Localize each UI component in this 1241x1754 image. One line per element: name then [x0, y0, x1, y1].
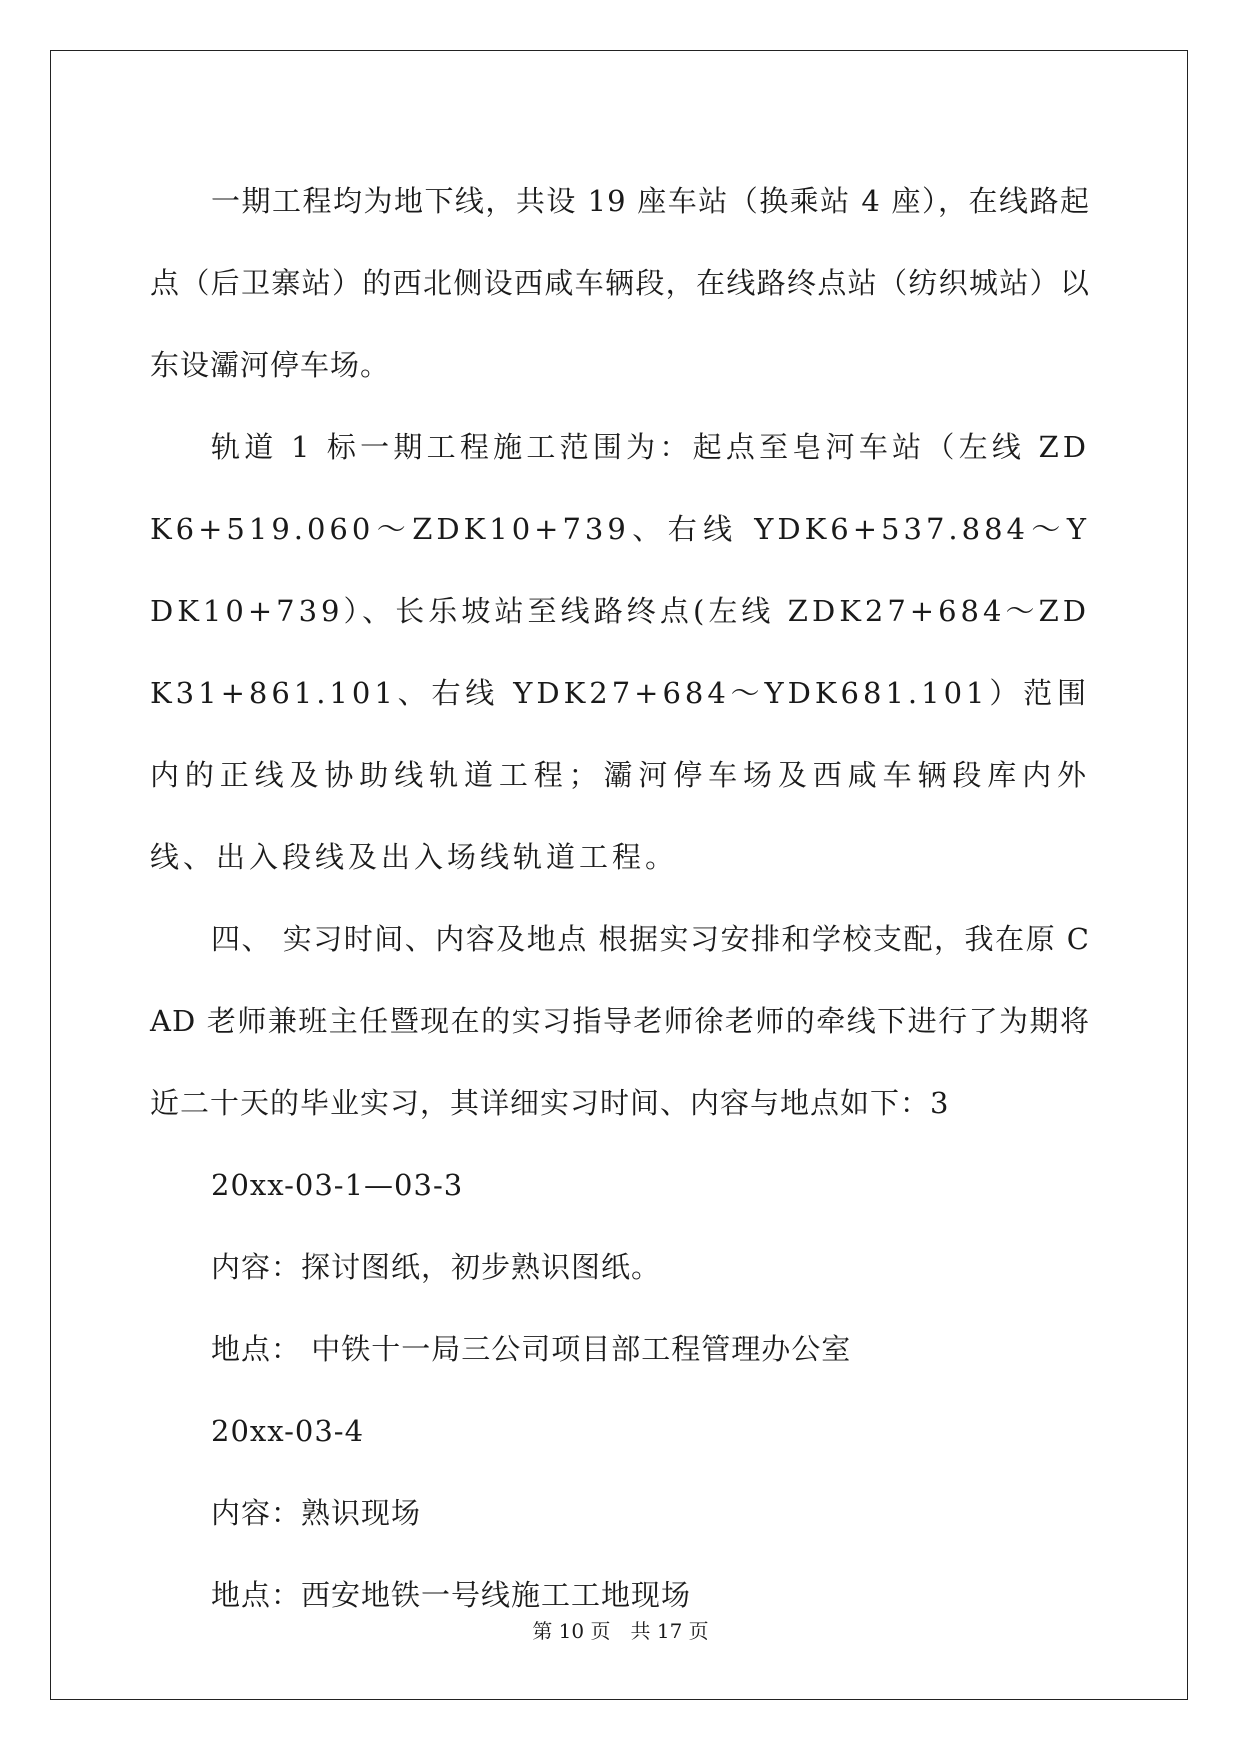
document-body	[150, 160, 1090, 1636]
schedule-location-1: 地点： 中铁十一局三公司项目部工程管理办公室	[211, 1332, 852, 1366]
schedule-date-2: 20xx-03-4	[211, 1414, 365, 1448]
page-number-footer: 第 10 页 共 17 页	[532, 1619, 709, 1643]
paragraph-internship-section: 四、 实习时间、内容及地点 根据实习安排和学校支配，我在原 CAD 老师兼班主任暨现在的实习指导老师徐老师的牵线下进行了为期将近二十天的毕业实习，其详细实习时间、内容与地点如下：3	[150, 922, 1090, 1120]
paragraph-line-overview: 一期工程均为地下线，共设 19 座车站（换乘站 4 座），在线路起点（后卫寨站）的西北侧设西咸车辆段，在线路终点站（纺织城站）以东设灞河停车场。	[150, 184, 1090, 382]
schedule-content-1: 内容：探讨图纸，初步熟识图纸。	[211, 1250, 662, 1284]
schedule-location-2: 地点：西安地铁一号线施工工地现场	[211, 1578, 692, 1612]
paragraph-construction-scope: 轨道 1 标一期工程施工范围为：起点至皂河车站（左线 ZDK6+519.060～ZDK10+739、右线 YDK6+537.884～YDK10+739）、长乐坡站至线路终点(左线 ZDK27+684～ZDK31+861.101、右线 YDK27+684～YDK681.101）范围内的正线及协助线轨道工程；灞河停车场及西咸车辆段库内外线、出入段线及出入场线轨道工程。	[150, 430, 1090, 874]
schedule-content-2: 内容：熟识现场	[211, 1496, 422, 1530]
schedule-date-1: 20xx-03-1—03-3	[211, 1168, 464, 1202]
